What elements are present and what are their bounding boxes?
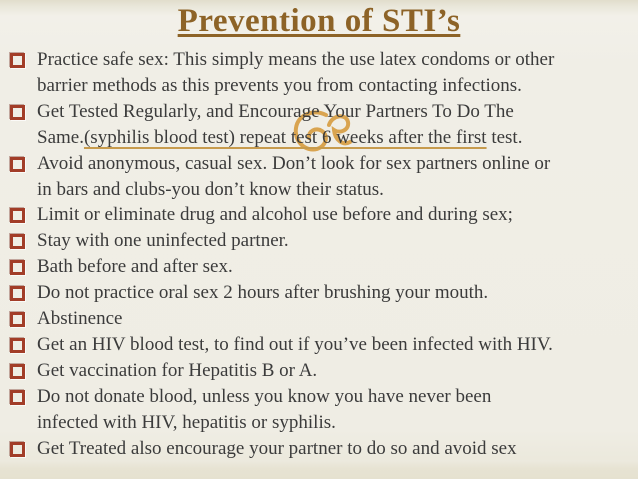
syphilis-test-link[interactable]: (syphilis blood test) repeat test 6 weeks after the first: [83, 126, 487, 148]
bullet-item-hiv-blood-test: [10, 332, 638, 358]
bullet-text: Bath before and after sex.: [37, 256, 233, 278]
square-bullet-icon: [10, 364, 25, 379]
bullet-text: Practice safe sex: This simply means the use latex condoms or other: [37, 49, 555, 70]
bullet-item-vaccination: [10, 358, 638, 384]
bullet-text: Do not donate blood, unless you know you have never been: [37, 385, 492, 407]
bullet-text: in bars and clubs-you don’t know their status.: [37, 178, 384, 200]
bullet-text-plain: test.: [486, 126, 523, 148]
square-bullet-icon: [10, 442, 25, 457]
bullet-text: Abstinence: [37, 308, 123, 330]
square-bullet-icon: [10, 338, 25, 353]
bullet-item-bath: [10, 254, 638, 280]
bullet-text-plain: Same.: [37, 126, 84, 148]
title-area: [0, 0, 638, 44]
bullet-list: [0, 47, 638, 479]
bullet-item-oral-sex: [10, 280, 638, 306]
bullet-text: [37, 125, 638, 151]
square-bullet-icon: [10, 53, 25, 68]
bullet-item-abstinence: [10, 306, 638, 332]
square-bullet-icon: [10, 260, 25, 275]
bullet-item-get-tested: [10, 99, 638, 151]
slide-title: Prevention of STI’s: [177, 3, 461, 39]
bullet-item-limit-drug-alcohol: [10, 202, 638, 228]
square-bullet-icon: [10, 312, 25, 327]
bullet-text: Do not practice oral sex 2 hours after brushing your mouth.: [37, 282, 489, 304]
bullet-text: Get vaccination for Hepatitis B or A.: [37, 359, 318, 381]
bullet-text: Get Tested Regularly, and Encourage Your Partners To Do The: [37, 100, 514, 122]
square-bullet-icon: [10, 105, 25, 120]
bullet-item-practice-safe-sex: [10, 47, 638, 99]
square-bullet-icon: [10, 234, 25, 249]
bullet-text: barrier methods as this prevents you from contacting infections.: [37, 74, 522, 96]
bullet-text: Stay with one uninfected partner.: [37, 230, 289, 252]
bullet-text: Limit or eliminate drug and alcohol use before and during sex;: [37, 204, 513, 226]
bullet-item-donate-blood: [10, 384, 638, 436]
bottom-band: [0, 460, 638, 479]
bullet-item-avoid-anonymous-sex: [10, 151, 638, 203]
bullet-text: Get Treated also encourage your partner to do so and avoid sex: [37, 437, 517, 459]
square-bullet-icon: [10, 157, 25, 172]
square-bullet-icon: [10, 208, 25, 223]
square-bullet-icon: [10, 390, 25, 405]
bullet-text: infected with HIV, hepatitis or syphilis.: [37, 411, 336, 433]
bullet-text: Get an HIV blood test, to find out if you’ve been infected with HIV.: [37, 333, 553, 355]
square-bullet-icon: [10, 286, 25, 301]
bullet-text: Avoid anonymous, casual sex. Don’t look for sex partners online or: [37, 152, 551, 174]
bullet-item-one-partner: [10, 228, 638, 254]
